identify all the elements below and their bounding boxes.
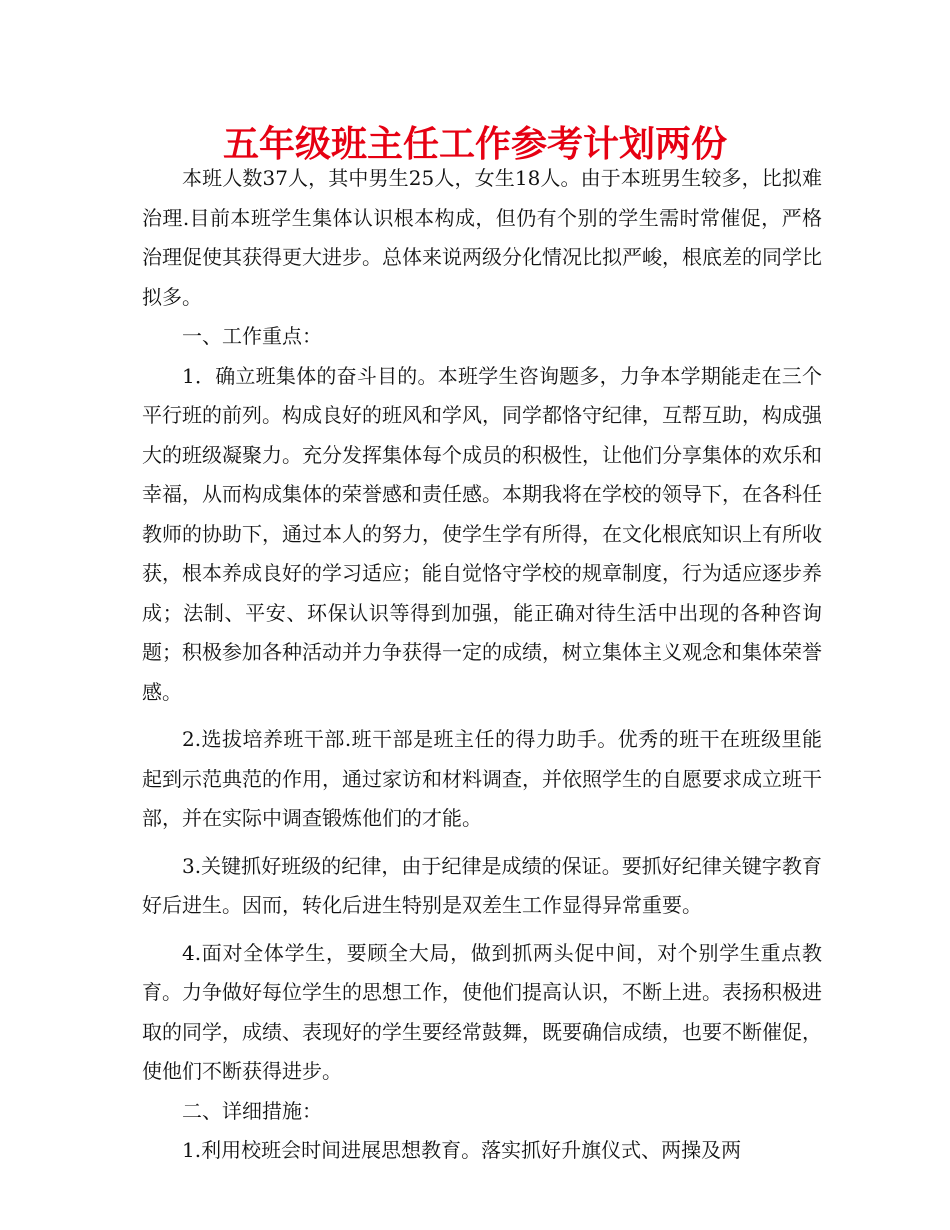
document-body: [142, 159, 822, 1171]
paragraph-focus-3: 3.关键抓好班级的纪律，由于纪律是成绩的保证。要抓好纪律关键字教育好后进生。因而，转化后进生特别是双差生工作显得异常重要。: [142, 853, 822, 917]
section-heading-measures: 二、详细措施：: [182, 1098, 322, 1123]
paragraph-focus-1: 1．确立班集体的奋斗目的。本班学生咨询题多，力争本学期能走在三个平行班的前列。构成良好的班风和学风，同学都恪守纪律，互帮互助，构成强大的班级凝聚力。充分发挥集体每个成员的积极性，让他们分享集体的欢乐和幸福，从而构成集体的荣誉感和责任感。本期我将在学校的领导下，在各科任教师的协助下，通过本人的努力，使学生学有所得，在文化根底知识上有所收获，根本养成良好的学习适应；能自觉恪守学校的规章制度，行为适应逐步养成；法制、平安、环保认识等得到加强，能正确对待生活中出现的各种咨询题；积极参加各种活动并力争获得一定的成绩，树立集体主义观念和集体荣誉感。: [142, 363, 822, 704]
paragraph-intro: 本班人数37人，其中男生25人，女生18人。由于本班男生较多，比拟难治理.目前本班学生集体认识根本构成，但仍有个别的学生需时常催促，严格治理促使其获得更大进步。总体来说两级分化情况比拟严峻，根底差的同学比拟多。: [142, 166, 822, 309]
section-heading-work-focus: 一、工作重点：: [182, 324, 322, 348]
paragraph-measure-1: 1.利用校班会时间进展思想教育。落实抓好升旗仪式、两操及两: [182, 1138, 742, 1162]
document-title: 五年级班主任工作参考计划两份: [222, 124, 727, 165]
paragraph-focus-4: 4.面对全体学生，要顾全大局，做到抓两头促中间，对个别学生重点教育。力争做好每位学生的思想工作，使他们提高认识，不断上进。表扬积极进取的同学，成绩、表现好的学生要经常鼓舞，既要确信成绩，也要不断催促，使他们不断获得进步。: [142, 940, 822, 1083]
paragraph-focus-2: 2.选拔培养班干部.班干部是班主任的得力助手。优秀的班干在班级里能起到示范典范的作用，通过家访和材料调查，并依照学生的自愿要求成立班干部，并在实际中调查锻炼他们的才能。: [142, 727, 822, 830]
